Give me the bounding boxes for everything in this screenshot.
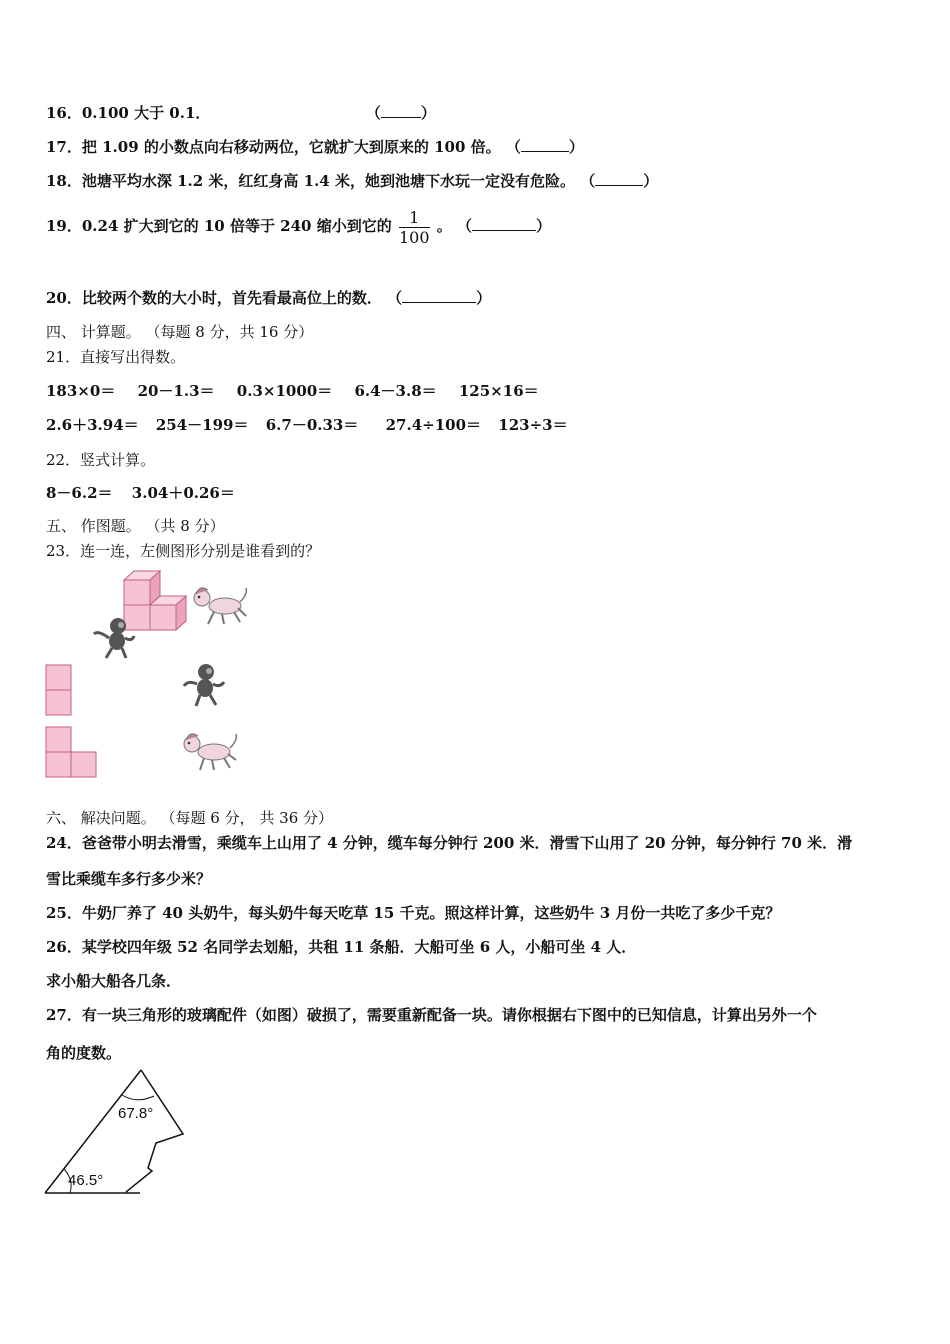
view-shape-1: [46, 665, 71, 715]
paren-open: （: [505, 138, 521, 156]
question-20-text: 20．比较两个数的大小时，首先看最高位上的数．: [46, 289, 382, 307]
expr: 8－6.2＝: [46, 484, 113, 502]
expr: 0.3×1000＝: [236, 382, 333, 400]
fraction-denominator: 100: [398, 227, 430, 247]
question-24-line-1: 24．爸爸带小明去滑雪，乘缆车上山用了 4 分钟，缆车每分钟行 200 米．滑雪下山用了 20 分钟，每分钟行 70 米．滑: [46, 834, 853, 852]
section-5-heading: 五、 作图题。 （共 8 分）: [46, 517, 225, 535]
expr: 125×16＝: [458, 382, 539, 400]
broken-triangle-figure: [40, 1068, 190, 1198]
question-16: [46, 103, 436, 123]
section-4-heading: 四、 计算题。 （每题 8 分，共 16 分）: [46, 323, 314, 341]
dog-icon: [184, 734, 236, 770]
paren-open: （: [580, 172, 596, 190]
q22-row: [46, 483, 235, 503]
question-20: [46, 288, 491, 308]
answer-blank-18[interactable]: [595, 171, 643, 186]
fraction-numerator: 1: [409, 207, 420, 227]
question-27-line-1: 27．有一块三角形的玻璃配件（如图）破损了，需要重新配备一块。请你根据右下图中的已知信息，计算出另外一个: [46, 1006, 817, 1024]
view-shape-2: [46, 727, 96, 777]
question-27-line-2: 角的度数。: [46, 1044, 122, 1062]
triangle-broken-edge: [126, 1070, 183, 1192]
expr: 27.4÷100＝: [385, 416, 482, 434]
paren-close: ）: [643, 172, 659, 190]
question-23-title: 23．连一连，左侧图形分别是谁看到的？: [46, 542, 321, 560]
question-19-text: 19．0.24 扩大到它的 10 倍等于 240 缩小到它的: [46, 217, 392, 235]
expr: 6.7－0.33＝: [265, 416, 359, 434]
question-18-text: 18．池塘平均水深 1.2 米，红红身高 1.4 米，她到池塘下水玩一定没有危险。: [46, 172, 575, 190]
expr: 254－199＝: [155, 416, 249, 434]
question-18: [46, 171, 658, 191]
view-shapes: [45, 664, 105, 780]
expr: 20－1.3＝: [137, 382, 215, 400]
paren-open: （: [456, 217, 472, 235]
question-22-title: 22．竖式计算。: [46, 451, 156, 469]
viewers: [180, 660, 250, 780]
paren-open: （: [365, 104, 381, 122]
answer-blank-20[interactable]: [402, 288, 476, 303]
expr: 6.4－3.8＝: [354, 382, 437, 400]
question-17-text: 17．把 1.09 的小数点向右移动两位，它就扩大到原来的 100 倍。: [46, 138, 501, 156]
answer-blank-17[interactable]: [521, 137, 569, 152]
question-19: [46, 206, 551, 247]
angle-label-top: 67.8°: [118, 1105, 154, 1122]
cube-stack-figure: [90, 568, 260, 663]
cube-stack: [124, 571, 186, 630]
question-21-title: 21．直接写出得数。: [46, 348, 186, 366]
expr: 2.6＋3.94＝: [46, 416, 139, 434]
paren-close: ）: [420, 104, 436, 122]
section-6-heading: 六、 解决问题。 （每题 6 分， 共 36 分）: [46, 809, 334, 827]
angle-label-bottom: 46.5°: [68, 1172, 104, 1189]
q21-row-2: [46, 415, 568, 435]
answer-blank-16[interactable]: [381, 103, 421, 118]
paren-close: ）: [568, 138, 584, 156]
question-24-line-2: 雪比乘缆车多行多少米？: [46, 870, 212, 888]
expr: 183×0＝: [46, 382, 116, 400]
expr: 123÷3＝: [498, 416, 568, 434]
monkey-icon: [184, 664, 224, 706]
paren-close: ）: [476, 289, 492, 307]
fraction-one-hundredth: [399, 208, 430, 247]
paren-close: ）: [536, 217, 552, 235]
angle-arc-top: [122, 1095, 154, 1100]
answer-blank-19[interactable]: [472, 216, 536, 231]
question-26-line-2: 求小船大船各几条．: [46, 972, 182, 990]
question-19-suffix: 。: [436, 217, 452, 235]
expr: 3.04＋0.26＝: [131, 484, 235, 502]
paren-open: （: [387, 289, 403, 307]
question-16-text: 16．0.100 大于 0.1．: [46, 104, 211, 122]
q21-row-1: [46, 381, 539, 401]
dog-icon: [194, 588, 246, 624]
question-25: 25．牛奶厂养了 40 头奶牛，每头奶牛每天吃草 15 千克。照这样计算，这些奶牛 3 月份一共吃了多少千克？: [46, 904, 781, 922]
question-17: [46, 137, 584, 157]
question-26-line-1: 26．某学校四年级 52 名同学去划船，共租 11 条船．大船可坐 6 人，小船可坐 4 人．: [46, 938, 637, 956]
